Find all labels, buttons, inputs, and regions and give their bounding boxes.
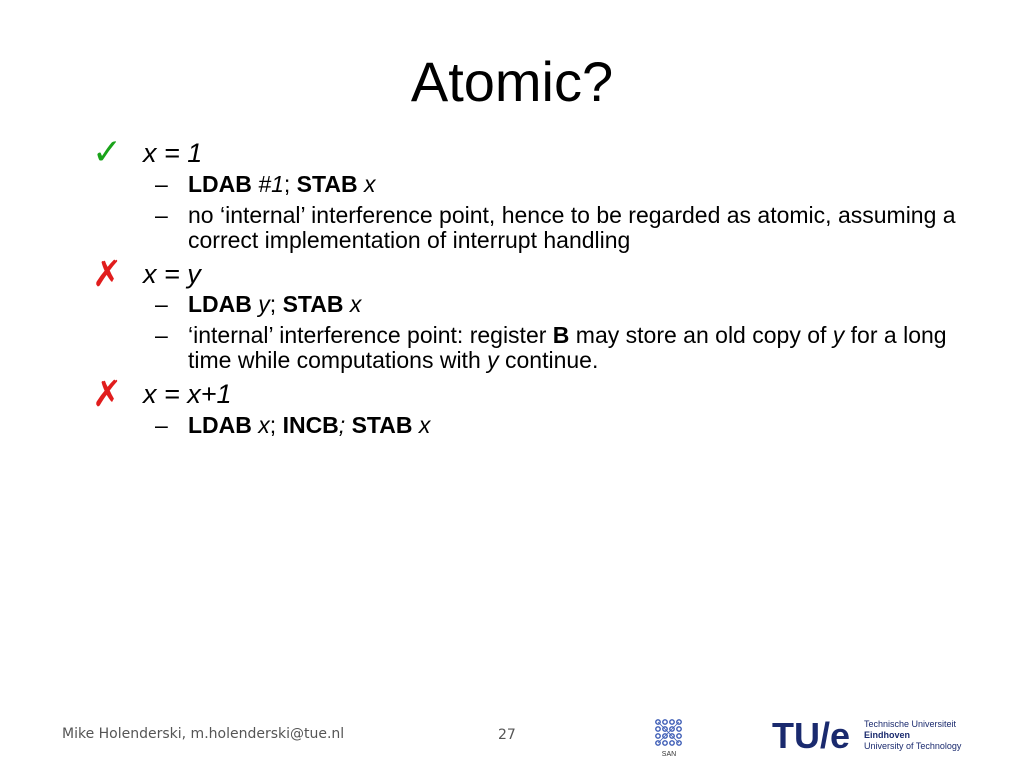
page-number: 27 [498, 727, 516, 743]
cross-icon: ✗ [92, 254, 123, 295]
operand: x [349, 291, 362, 317]
cross-icon: ✗ [92, 374, 123, 415]
bullet-instructions-3 [155, 413, 995, 438]
statement-x-equals-1: x = 1 [143, 138, 203, 168]
separator: ; [338, 412, 346, 438]
operand: x [258, 412, 270, 438]
bullet-instructions-1 [155, 172, 995, 197]
operand: y [258, 291, 270, 317]
note-text: continue. [498, 347, 599, 373]
bullet-note-2 [155, 323, 995, 373]
opcode: STAB [351, 412, 413, 438]
dash: – [155, 291, 168, 317]
tue-logo [772, 712, 862, 756]
dash: – [155, 412, 168, 438]
tue-wordmark: TU/e [772, 715, 851, 756]
san-label: SAN [661, 751, 677, 758]
dash: – [155, 202, 168, 228]
note-text: for a long time while computations with [188, 322, 947, 373]
opcode: INCB [282, 412, 339, 438]
bullet-note-1 [155, 203, 995, 253]
footer-author: Mike Holenderski, m.holenderski@tue.nl [62, 726, 345, 742]
statement-x-equals-y: x = y [143, 259, 201, 289]
check-icon: ✓ [92, 132, 123, 173]
separator: ; [269, 291, 277, 317]
operand: #1 [258, 171, 284, 197]
opcode: STAB [282, 291, 344, 317]
note-prefix: no [188, 202, 220, 228]
note-text: may store an old copy of [569, 322, 833, 348]
san-logo-icon [652, 716, 686, 758]
tue-line-3: University of Technology [864, 741, 962, 751]
variable: y [487, 347, 499, 373]
tue-institution-text [864, 719, 961, 752]
bullet-instructions-2 [155, 292, 995, 317]
operand: x [363, 171, 376, 197]
register-name: B [552, 322, 570, 348]
note-quoted: ‘internal’ [188, 322, 273, 348]
opcode: LDAB [188, 291, 252, 317]
tue-line-2: Eindhoven [864, 730, 911, 740]
tue-line-1: Technische Universiteit [864, 719, 957, 729]
dash: – [155, 171, 168, 197]
operand: x [418, 412, 431, 438]
note-quoted: ‘internal’ [219, 202, 305, 228]
variable: y [832, 322, 845, 348]
statement-x-equals-x-plus-1: x = x+1 [143, 379, 232, 409]
note-text: interference point: register [272, 322, 553, 348]
opcode: STAB [296, 171, 358, 197]
slide-title: Atomic? [410, 50, 614, 113]
opcode: LDAB [188, 412, 252, 438]
note-text: interference point, hence to be regarded as atomic, assuming a correct implementation of interrupt handling [188, 202, 956, 253]
separator: ; [283, 171, 291, 197]
dash: – [155, 322, 168, 348]
opcode: LDAB [188, 171, 252, 197]
separator: ; [269, 412, 277, 438]
